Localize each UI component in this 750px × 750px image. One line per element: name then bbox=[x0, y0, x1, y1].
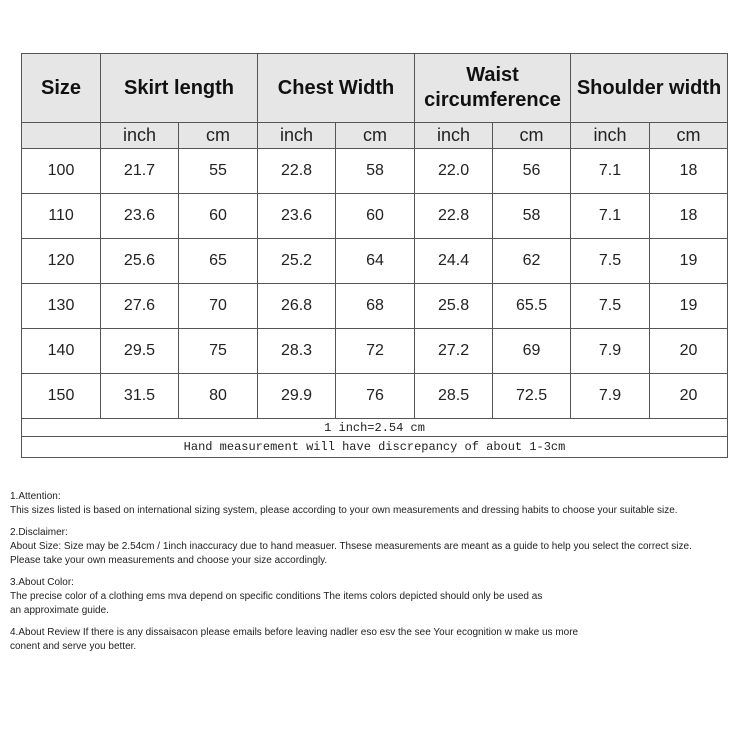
table-cell: 7.9 bbox=[571, 374, 650, 419]
unit-cell bbox=[22, 123, 101, 149]
table-cell: 19 bbox=[650, 239, 728, 284]
table-cell: 72 bbox=[336, 329, 415, 374]
table-cell: 20 bbox=[650, 329, 728, 374]
table-cell: 28.5 bbox=[415, 374, 493, 419]
note-about-color bbox=[10, 576, 745, 618]
table-cell: 31.5 bbox=[101, 374, 179, 419]
discrepancy-note-row bbox=[22, 437, 728, 458]
table-cell: 23.6 bbox=[258, 194, 336, 239]
header-size: Size bbox=[22, 54, 101, 123]
discrepancy-note: Hand measurement will have discrepancy of about 1-3cm bbox=[22, 437, 728, 458]
table-cell: 20 bbox=[650, 374, 728, 419]
unit-cell: inch bbox=[415, 123, 493, 149]
table-cell: 29.9 bbox=[258, 374, 336, 419]
note-title: 2.Disclaimer: bbox=[10, 527, 68, 538]
table-row bbox=[22, 149, 728, 194]
note-text: About Size: Size may be 2.54cm / 1inch inaccuracy due to hand measuer. Thsese measurements are meant as a guide to help you select the correct size. bbox=[10, 541, 692, 552]
table-cell: 7.1 bbox=[571, 194, 650, 239]
table-cell: 65 bbox=[179, 239, 258, 284]
note-about-review bbox=[10, 626, 745, 654]
table-cell: 7.1 bbox=[571, 149, 650, 194]
table-cell: 22.8 bbox=[415, 194, 493, 239]
table-cell: 18 bbox=[650, 149, 728, 194]
note-attention bbox=[10, 490, 745, 518]
table-cell: 7.5 bbox=[571, 239, 650, 284]
table-cell: 75 bbox=[179, 329, 258, 374]
size-cell: 140 bbox=[22, 329, 101, 374]
table-cell: 26.8 bbox=[258, 284, 336, 329]
table-row bbox=[22, 194, 728, 239]
table-cell: 25.2 bbox=[258, 239, 336, 284]
table-cell: 25.6 bbox=[101, 239, 179, 284]
table-cell: 23.6 bbox=[101, 194, 179, 239]
table-cell: 18 bbox=[650, 194, 728, 239]
table-row bbox=[22, 374, 728, 419]
header-shoulder-width: Shoulder width bbox=[571, 54, 728, 123]
note-text: Please take your own measurements and choose your size accordingly. bbox=[10, 555, 328, 566]
table-row bbox=[22, 329, 728, 374]
size-cell: 100 bbox=[22, 149, 101, 194]
header-row bbox=[22, 54, 728, 123]
table-row bbox=[22, 284, 728, 329]
table-cell: 62 bbox=[493, 239, 571, 284]
size-cell: 150 bbox=[22, 374, 101, 419]
note-text: conent and serve you better. bbox=[10, 641, 137, 652]
table-cell: 68 bbox=[336, 284, 415, 329]
unit-cell: cm bbox=[650, 123, 728, 149]
note-title: 3.About Color: bbox=[10, 577, 74, 588]
header-chest-width: Chest Width bbox=[258, 54, 415, 123]
conversion-note-row bbox=[22, 419, 728, 437]
note-text: The precise color of a clothing ems mva depend on specific conditions The items colors depicted should only be used as bbox=[10, 591, 543, 602]
unit-cell: inch bbox=[101, 123, 179, 149]
table-cell: 24.4 bbox=[415, 239, 493, 284]
table-cell: 22.0 bbox=[415, 149, 493, 194]
unit-cell: inch bbox=[571, 123, 650, 149]
size-cell: 120 bbox=[22, 239, 101, 284]
table-cell: 25.8 bbox=[415, 284, 493, 329]
table-cell: 7.5 bbox=[571, 284, 650, 329]
note-text: This sizes listed is based on international sizing system, please according to your own measurements and dressing habits to choose your suitable size. bbox=[10, 505, 678, 516]
table-cell: 27.6 bbox=[101, 284, 179, 329]
unit-cell: cm bbox=[493, 123, 571, 149]
note-text: 4.About Review If there is any dissaisacon please emails before leaving nadler eso esv the see Your ecognition w make us more bbox=[10, 627, 579, 638]
table-cell: 27.2 bbox=[415, 329, 493, 374]
table-cell: 58 bbox=[336, 149, 415, 194]
table-cell: 56 bbox=[493, 149, 571, 194]
table-cell: 80 bbox=[179, 374, 258, 419]
table-cell: 21.7 bbox=[101, 149, 179, 194]
unit-row bbox=[22, 123, 728, 149]
conversion-note: 1 inch=2.54 cm bbox=[22, 419, 728, 437]
note-disclaimer bbox=[10, 526, 745, 568]
table-cell: 28.3 bbox=[258, 329, 336, 374]
table-cell: 64 bbox=[336, 239, 415, 284]
header-skirt-length: Skirt length bbox=[101, 54, 258, 123]
table-cell: 72.5 bbox=[493, 374, 571, 419]
table-row bbox=[22, 239, 728, 284]
table-cell: 55 bbox=[179, 149, 258, 194]
table-cell: 22.8 bbox=[258, 149, 336, 194]
table-cell: 29.5 bbox=[101, 329, 179, 374]
unit-cell: inch bbox=[258, 123, 336, 149]
table-cell: 70 bbox=[179, 284, 258, 329]
size-cell: 110 bbox=[22, 194, 101, 239]
size-chart-table bbox=[21, 53, 728, 458]
size-cell: 130 bbox=[22, 284, 101, 329]
note-title: 1.Attention: bbox=[10, 491, 61, 502]
table-cell: 60 bbox=[336, 194, 415, 239]
notes-section bbox=[10, 490, 745, 662]
table-cell: 69 bbox=[493, 329, 571, 374]
unit-cell: cm bbox=[336, 123, 415, 149]
table-cell: 65.5 bbox=[493, 284, 571, 329]
table-cell: 19 bbox=[650, 284, 728, 329]
header-waist-circumference: Waist circumference bbox=[415, 54, 571, 123]
table-cell: 60 bbox=[179, 194, 258, 239]
table-cell: 7.9 bbox=[571, 329, 650, 374]
unit-cell: cm bbox=[179, 123, 258, 149]
table-cell: 76 bbox=[336, 374, 415, 419]
note-text: an approximate guide. bbox=[10, 605, 109, 616]
table-cell: 58 bbox=[493, 194, 571, 239]
